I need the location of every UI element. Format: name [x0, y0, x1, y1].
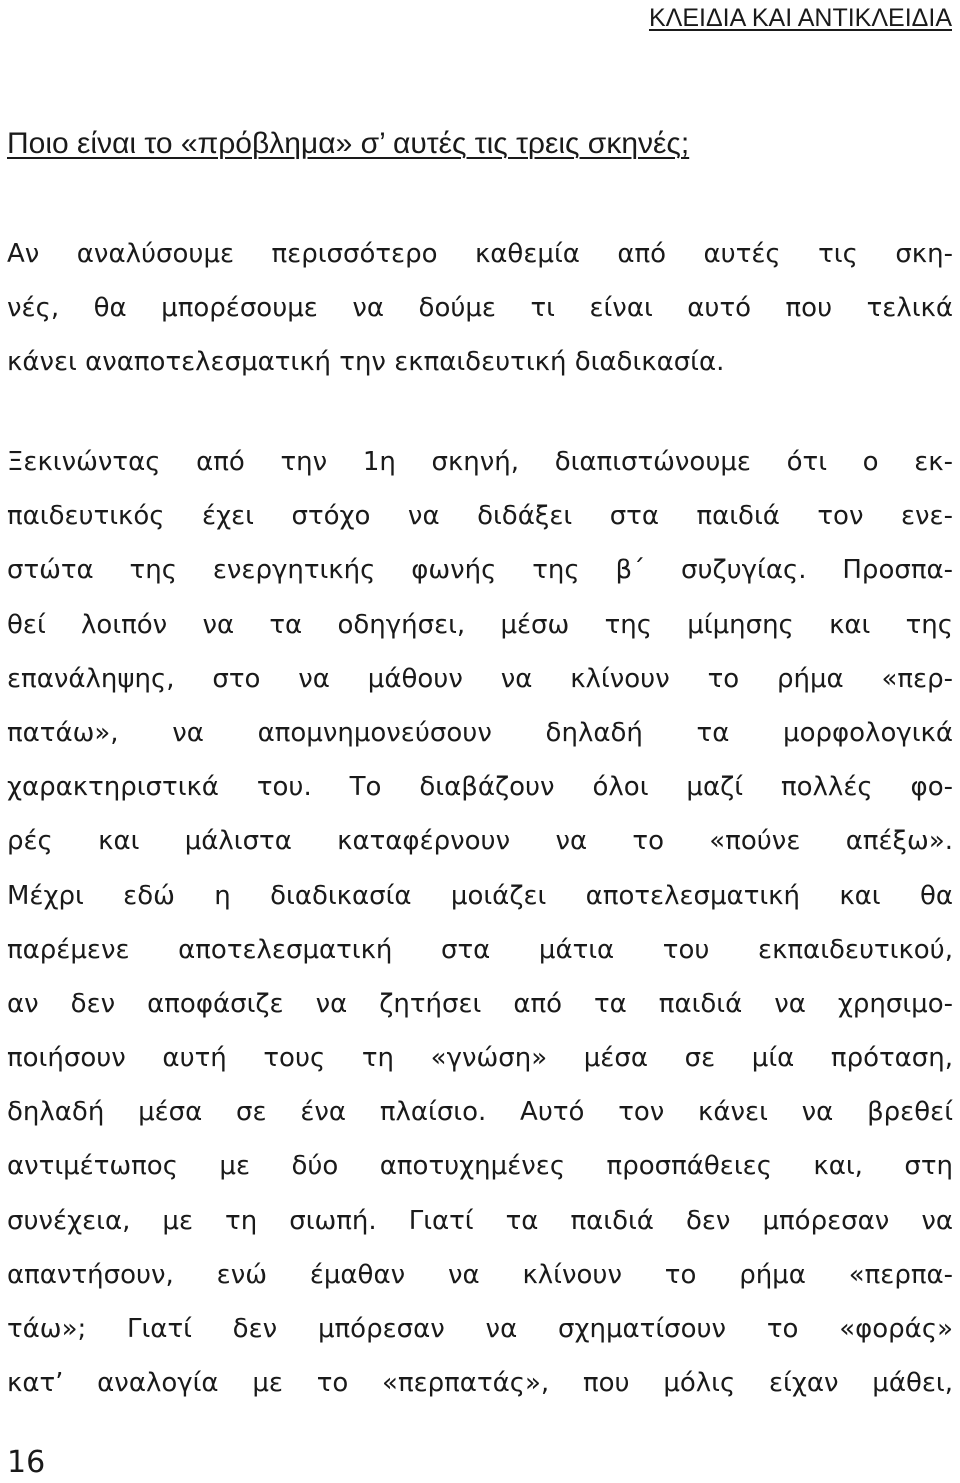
text-line: Ξεκινώντας από την 1η σκηνή, διαπιστώνουμε ότι ο εκ- — [7, 447, 953, 477]
text-line: ποιήσουν αυτή τους τη «γνώση» μέσα σε μία πρόταση, — [7, 1043, 953, 1074]
text-line: τάω»; Γιατί δεν μπόρεσαν να σχηματίσουν το «φοράς» — [7, 1314, 953, 1344]
page-number: 16 — [7, 1445, 46, 1480]
text-line: Μέχρι εδώ η διαδικασία μοιάζει αποτελεσματική και θα — [7, 880, 953, 911]
text-line: στώτα της ενεργητικής φωνής της β΄ συζυγίας. Προσπα- — [7, 555, 953, 586]
text-line: αν δεν αποφάσιζε να ζητήσει από τα παιδιά να χρησιμο- — [7, 988, 953, 1019]
text-line: απαντήσουν, ενώ έμαθαν να κλίνουν το ρήμα «περπα- — [7, 1259, 953, 1290]
text-line: χαρακτηριστικά του. Το διαβάζουν όλοι μαζί πολλές φο- — [7, 772, 953, 803]
text-line: αντιμέτωπος με δύο αποτυχημένες προσπάθειες και, στη — [7, 1151, 953, 1182]
text-line: θεί λοιπόν να τα οδηγήσει, μέσω της μίμησης και της — [7, 609, 953, 640]
text-line: παρέμενε αποτελεσματική στα μάτια του εκπαιδευτικού, — [7, 934, 953, 965]
text-line: πατάω», να απομνημονεύσουν δηλαδή τα μορφολογικά — [7, 717, 953, 748]
paragraph-analysis — [7, 435, 953, 1410]
text-line: κάνει αναποτελεσματική την εκπαιδευτική διαδικασία. — [7, 347, 725, 378]
text-line: συνέχεια, με τη σιωπή. Γιατί τα παιδιά δεν μπόρεσαν να — [7, 1205, 953, 1236]
text-line: Αν αναλύσουμε περισσότερο καθεμία από αυτές τις σκη- — [7, 239, 953, 269]
text-line: κατ’ αναλογία με το «περπατάς», που μόλις είχαν μάθει, — [7, 1368, 953, 1399]
running-header: ΚΛΕΙΔΙΑ ΚΑΙ ΑΝΤΙΚΛΕΙΔΙΑ — [648, 4, 952, 32]
text-line: παιδευτικός έχει στόχο να διδάξει στα παιδιά τον ενε- — [7, 501, 953, 532]
section-heading: Ποιο είναι το «πρόβλημα» σ’ αυτές τις τρεις σκηνές; — [7, 127, 690, 160]
paragraph-intro — [7, 227, 953, 390]
text-line: ρές και μάλιστα καταφέρνουν να το «πούνε απέξω». — [7, 826, 953, 857]
text-line: επανάληψης, στο να μάθουν να κλίνουν το ρήμα «περ- — [7, 663, 953, 694]
text-line: νές, θα μπορέσουμε να δούμε τι είναι αυτό που τελικά — [7, 293, 953, 324]
text-line: δηλαδή μέσα σε ένα πλαίσιο. Αυτό τον κάνει να βρεθεί — [7, 1097, 953, 1128]
